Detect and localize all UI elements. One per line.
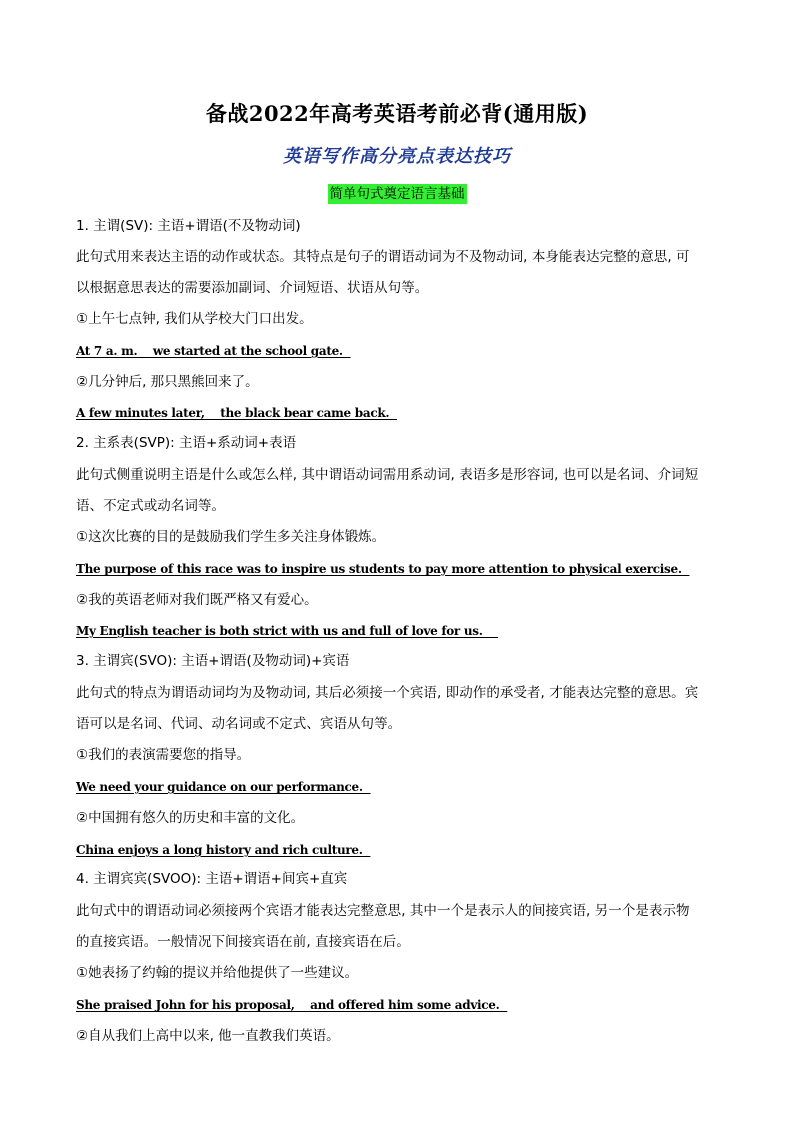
section-1-paragraph-line-2: 以根据意思表达的需要添加副词、介词短语、状语从句等。 bbox=[76, 280, 429, 296]
section-label-container bbox=[0, 183, 794, 204]
section-3-example-1-english: We need your guidance on our performance. bbox=[76, 780, 371, 794]
section-1-example-1-chinese: ①上午七点钟, 我们从学校大门口出发。 bbox=[76, 311, 313, 327]
section-2-heading: 2. 主系表(SVP): 主语+系动词+表语 bbox=[76, 435, 297, 451]
document-subtitle: 英语写作高分亮点表达技巧 bbox=[283, 146, 511, 167]
section-1-example-2-chinese: ②几分钟后, 那只黑熊回来了。 bbox=[76, 374, 259, 390]
section-3-paragraph-line-1: 此句式的特点为谓语动词均为及物动词, 其后必须接一个宾语, 即动作的承受者, 才能表达完整的意思。宾 bbox=[76, 685, 699, 701]
section-3-example-2-english: China enjoys a long history and rich culture. bbox=[76, 843, 371, 857]
section-1-heading: 1. 主谓(SV): 主语+谓语(不及物动词) bbox=[76, 218, 301, 234]
section-3-paragraph-line-2: 语可以是名词、代词、动名词或不定式、宾语从句等。 bbox=[76, 716, 402, 732]
section-3-example-2-chinese: ②中国拥有悠久的历史和丰富的文化。 bbox=[76, 810, 305, 826]
section-4-example-1-english: She praised John for his proposal, and offered him some advice. bbox=[76, 998, 508, 1012]
section-3-heading: 3. 主谓宾(SVO): 主语+谓语(及物动词)+宾语 bbox=[76, 653, 350, 669]
section-4-paragraph-line-1: 此句式中的谓语动词必须接两个宾语才能表达完整意思, 其中一个是表示人的间接宾语, 另一个是表示物 bbox=[76, 903, 690, 919]
section-4-paragraph-line-2: 的直接宾语。一般情况下间接宾语在前, 直接宾语在后。 bbox=[76, 934, 410, 950]
section-2-example-2-english: My English teacher is both strict with us and full of love for us. bbox=[76, 624, 499, 638]
section-1-paragraph-line-1: 此句式用来表达主语的动作或状态。其特点是句子的谓语动词为不及物动词, 本身能表达完整的意思, 可 bbox=[76, 249, 690, 265]
section-1-example-1-english: At 7 a. m. we started at the school gate. bbox=[76, 344, 351, 358]
section-2-example-1-english: The purpose of this race was to inspire us students to pay more attention to physical exercise. bbox=[76, 562, 690, 576]
section-1-example-2-english: A few minutes later, the black bear came back. bbox=[76, 406, 397, 420]
section-label-highlight: 简单句式奠定语言基础 bbox=[329, 186, 465, 202]
document-title: 备战2022年高考英语考前必背(通用版) bbox=[205, 101, 589, 126]
section-2-example-1-chinese: ①这次比赛的目的是鼓励我们学生多关注身体锻炼。 bbox=[76, 529, 386, 545]
section-2-paragraph-line-1: 此句式侧重说明主语是什么或怎么样, 其中谓语动词需用系动词, 表语多是形容词, 也可以是名词、介词短 bbox=[76, 467, 699, 483]
section-4-example-2-chinese: ②自从我们上高中以来, 他一直教我们英语。 bbox=[76, 1028, 340, 1044]
section-4-example-1-chinese: ①她表扬了约翰的提议并给他提供了一些建议。 bbox=[76, 965, 359, 981]
section-2-paragraph-line-2: 语、不定式或动名词等。 bbox=[76, 498, 226, 514]
section-3-example-1-chinese: ①我们的表演需要您的指导。 bbox=[76, 747, 251, 763]
section-4-heading: 4. 主谓宾宾(SVOO): 主语+谓语+间宾+直宾 bbox=[76, 871, 348, 887]
section-2-example-2-chinese: ②我的英语老师对我们既严格又有爱心。 bbox=[76, 592, 318, 608]
